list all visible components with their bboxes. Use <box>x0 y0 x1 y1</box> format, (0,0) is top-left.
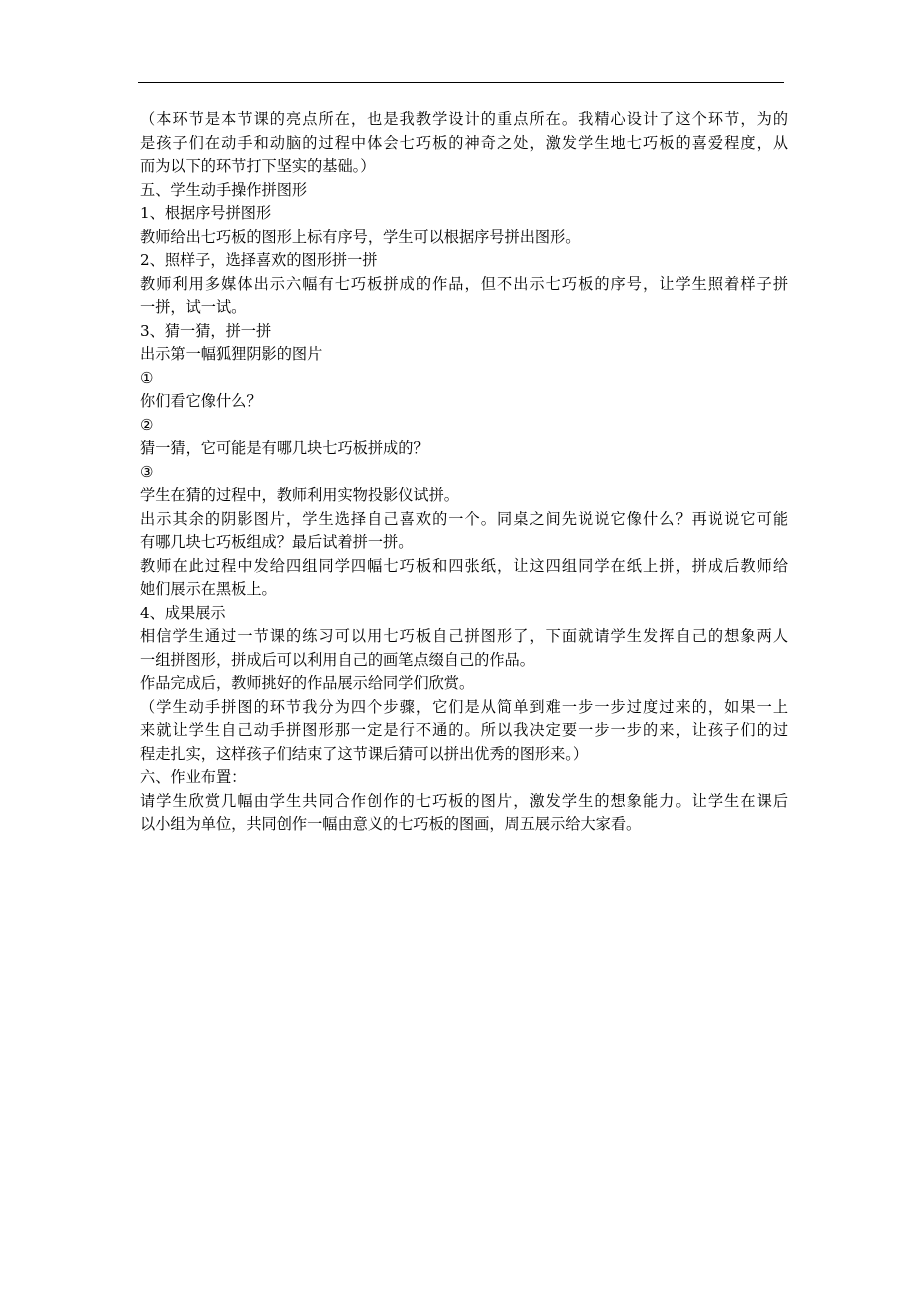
text-line: （本环节是本节课的亮点所在，也是我教学设计的重点所在。我精心设计了这个环节，为的 <box>140 110 788 128</box>
text-line: 3、猜一猜，拼一拼 <box>140 321 272 340</box>
header-rule <box>138 82 784 83</box>
text-line: ③ <box>140 462 154 481</box>
text-line: 教师在此过程中发给四组同学四幅七巧板和四张纸，让这四组同学在纸上拼，拼成后教师给 <box>140 556 788 575</box>
text-line: 出示第一幅狐狸阴影的图片 <box>140 345 323 363</box>
text-line: 程走扎实，这样孩子们结束了这节课后猜可以拼出优秀的图形来。） <box>140 744 589 763</box>
text-line: 以小组为单位，共同创作一幅由意义的七巧板的图画，周五展示给大家看。 <box>140 815 642 833</box>
text-line: （学生动手拼图的环节我分为四个步骤，它们是从简单到难一步一步过度过来的，如果一上 <box>140 697 788 716</box>
text-line: 五、学生动手操作拼图形 <box>140 180 308 199</box>
text-line: ② <box>140 415 154 434</box>
text-line: 而为以下的环节打下坚实的基础。） <box>140 157 376 175</box>
text-line: 4、成果展示 <box>140 603 226 622</box>
text-line: 请学生欣赏几幅由学生共同合作创作的七巧板的图片，激发学生的想象能力。让学生在课后 <box>140 791 788 810</box>
text-line: 教师给出七巧板的图形上标有序号，学生可以根据序号拼出图形。 <box>140 227 581 246</box>
text-line: 六、作业布置： <box>140 768 247 786</box>
text-line: 相信学生通过一节课的练习可以用七巧板自己拼图形了，下面就请学生发挥自己的想象两人 <box>140 627 788 645</box>
text-line: 学生在猜的过程中，教师利用实物投影仪试拼。 <box>140 486 459 504</box>
text-line: 一组拼图形，拼成后可以利用自己的画笔点缀自己的作品。 <box>140 650 535 669</box>
text-line: ① <box>140 368 154 387</box>
text-line: 她们展示在黑板上。 <box>140 580 277 598</box>
text-line: 一拼，试一试。 <box>140 298 247 316</box>
text-line: 2、照样子，选择喜欢的图形拼一拼 <box>140 251 378 269</box>
text-line: 来就让学生自己动手拼图形那一定是行不通的。所以我决定要一步一步的来，让孩子们的过 <box>140 721 788 739</box>
text-line: 教师利用多媒体出示六幅有七巧板拼成的作品，但不出示七巧板的序号，让学生照着样子拼 <box>140 274 788 293</box>
text-line: 是孩子们在动手和动脑的过程中体会七巧板的神奇之处，激发学生地七巧板的喜爱程度，从 <box>140 133 788 152</box>
text-line: 作品完成后，教师挑好的作品展示给同学们欣赏。 <box>140 674 475 692</box>
text-line: 你们看它像什么？ <box>140 392 262 410</box>
document-body <box>140 108 788 837</box>
text-line: 出示其余的阴影图片，学生选择自己喜欢的一个。同桌之间先说说它像什么？再说说它可能 <box>140 509 788 528</box>
text-line: 1、根据序号拼图形 <box>140 204 272 222</box>
text-line: 猜一猜，它可能是有哪几块七巧板拼成的？ <box>140 439 429 457</box>
text-line: 有哪几块七巧板组成？最后试着拼一拼。 <box>140 533 414 551</box>
